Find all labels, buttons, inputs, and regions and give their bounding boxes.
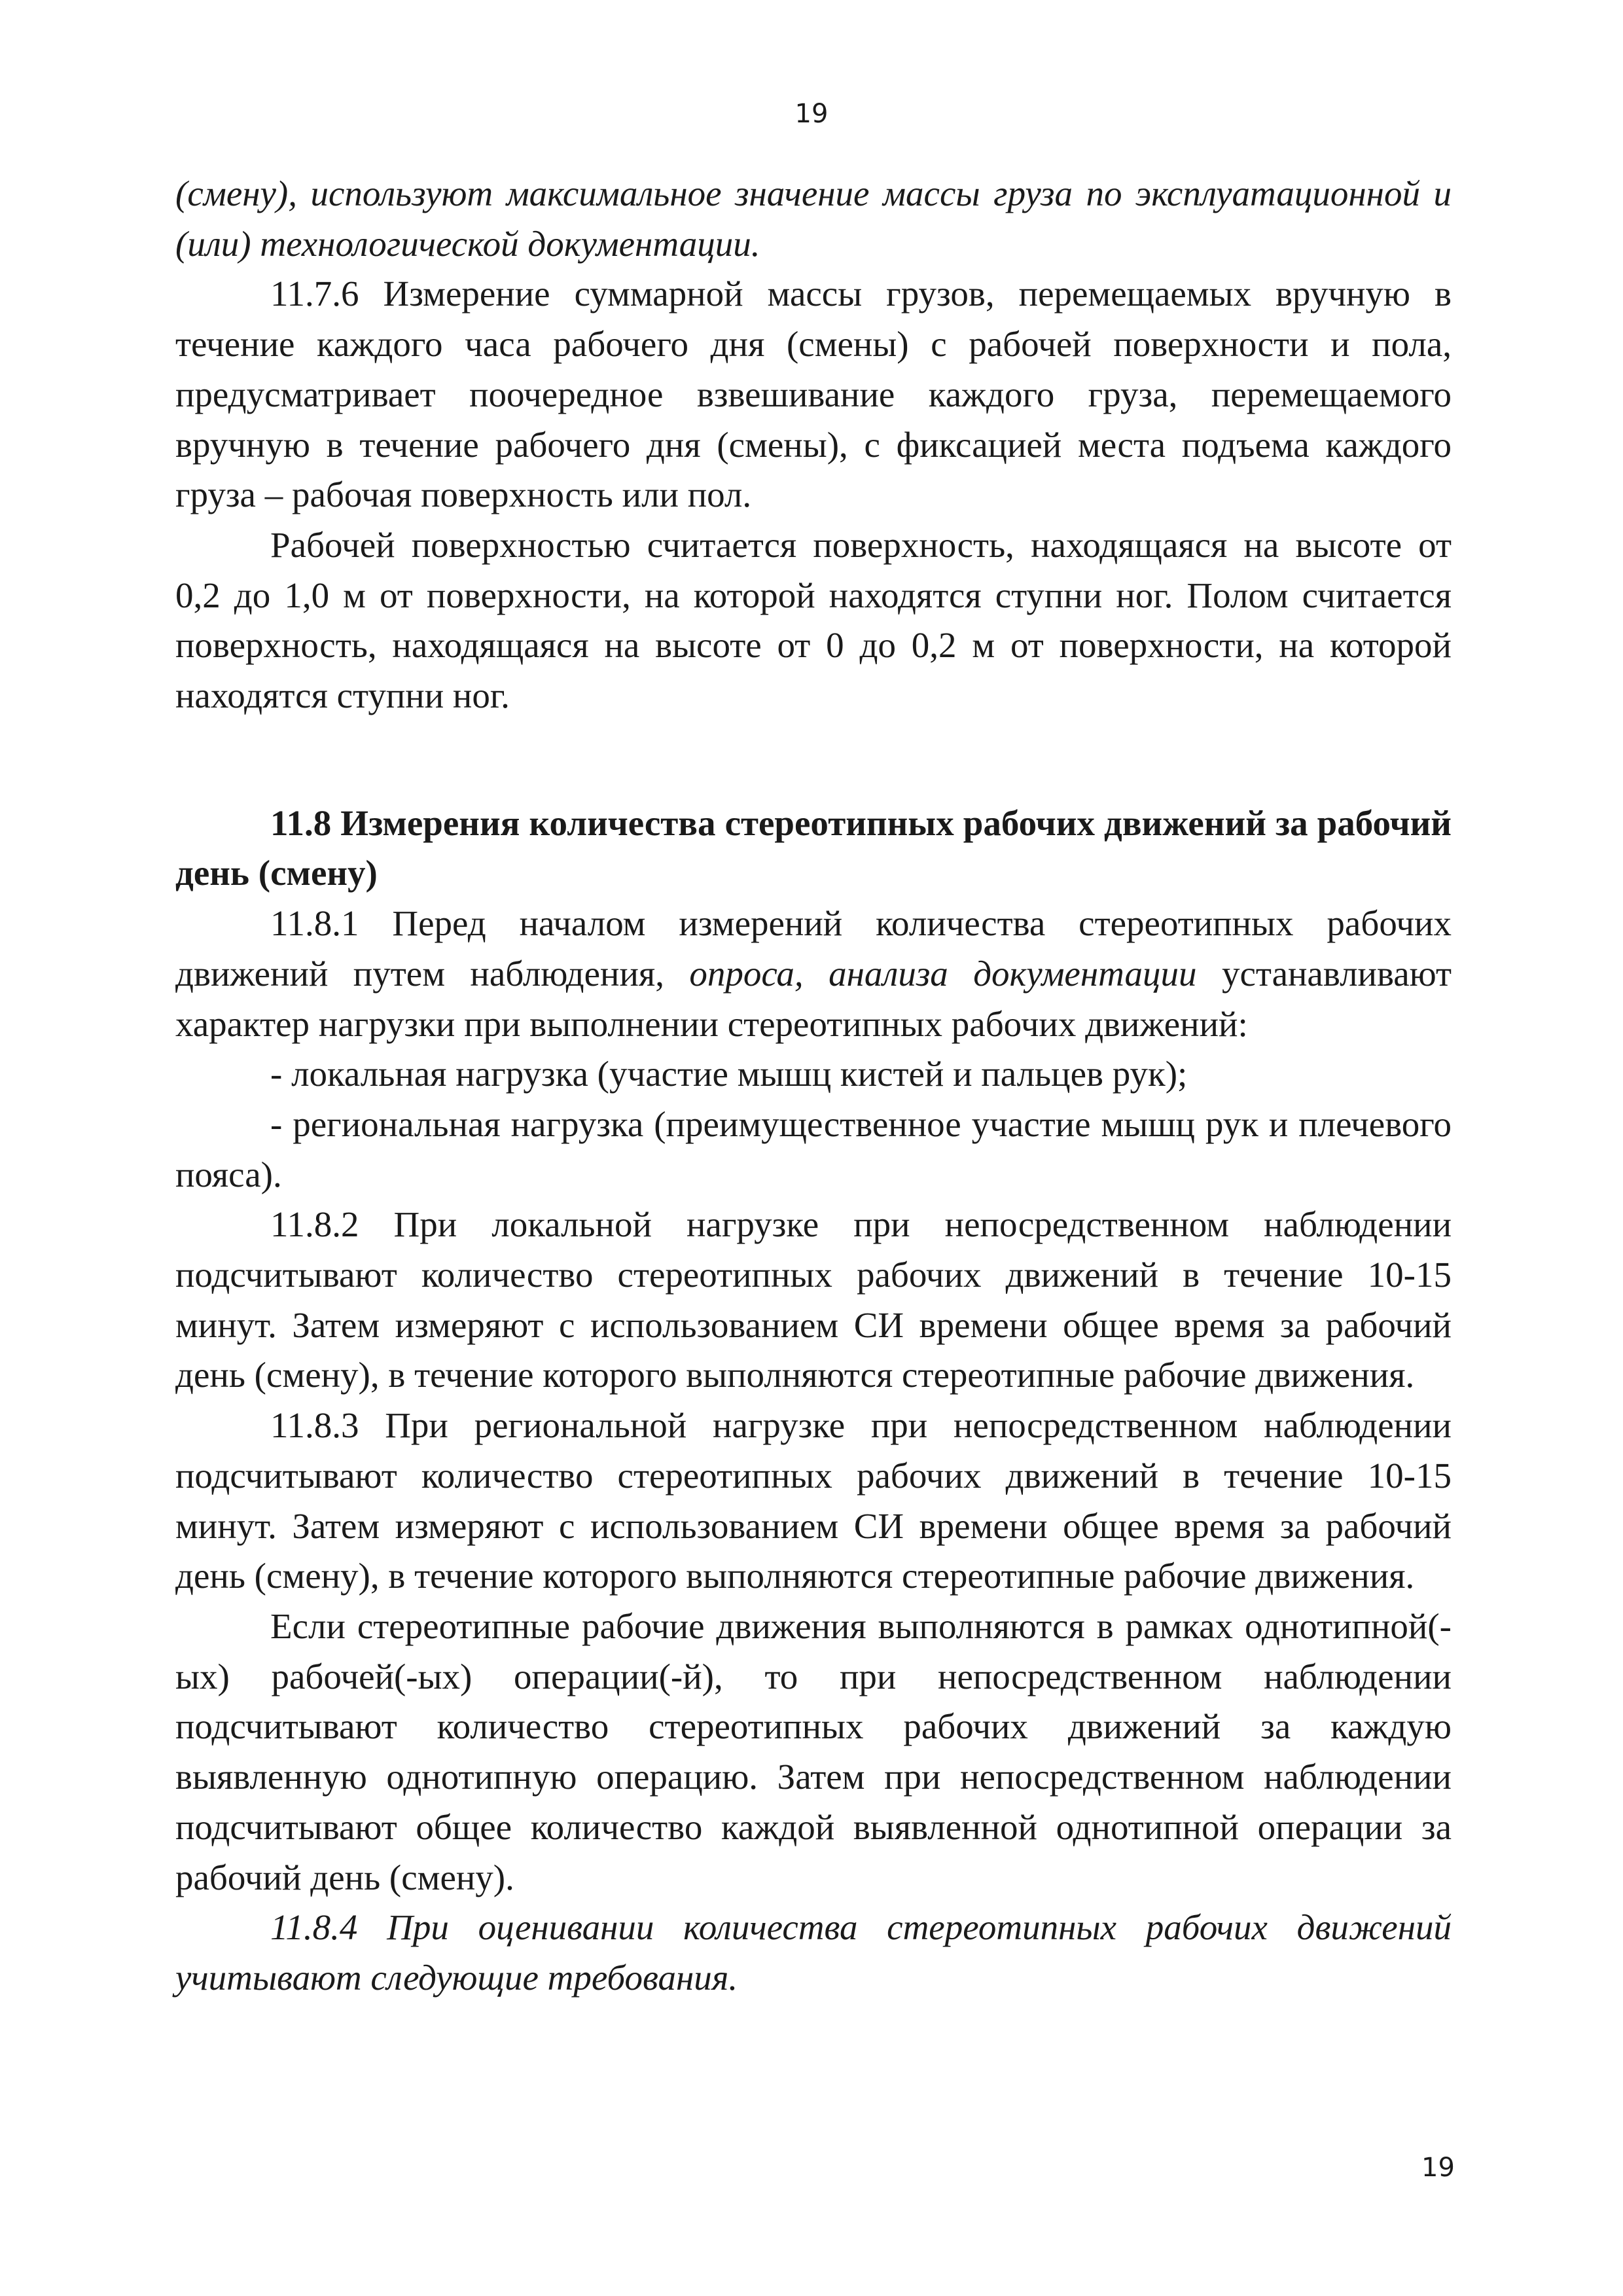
list-item-regional-load: - региональная нагрузка (преимущественное участие мышц рук и плечевого пояса). (175, 1103, 1452, 1194)
list-item-local-load: - локальная нагрузка (участие мышц кистей и пальцев рук); (270, 1054, 1188, 1094)
paragraph-continuation: (смену), используют максимальное значение массы груза по эксплуатационной и (или) технологической документации. (175, 173, 1452, 264)
paragraph-11-8-1-start: 11.8.1 Перед началом измерений количества стереотипных рабочих движений путем наблюдения, (175, 903, 1452, 994)
paragraph-11-7-6: 11.7.6 Измерение суммарной массы грузов, перемещаемых вручную в течение каждого часа рабочего дня (смены) с рабочей поверхности и пола, предусматривает поочередное взвешивание каждого груза, перемещаемого вручную в течение рабочего дня (смены), с фиксацией места подъема каждого груза – рабочая поверхность или пол. (175, 274, 1452, 515)
paragraph-11-8-4: 11.8.4 При оценивании количества стереотипных рабочих движений учитывают следующие требования. (175, 1907, 1452, 1998)
paragraph-11-8-2: 11.8.2 При локальной нагрузке при непосредственном наблюдении подсчитывают количество стереотипных рабочих движений в течение 10-15 минут. Затем измеряют с использованием СИ времени общее время за рабочий день (смену), в течение которого выполняются стереотипные рабочие движения. (175, 1204, 1452, 1395)
paragraph-work-surface-definition: Рабочей поверхностью считается поверхность, находящаяся на высоте от 0,2 до 1,0 м от поверхности, на которой находятся ступни ног. Полом считается поверхность, находящаяся на высоте от 0 до 0,2 м от поверхности, на которой находятся ступни ног. (175, 524, 1452, 716)
page-number-bottom: 19 (1421, 2153, 1455, 2183)
paragraph-11-8-1-end: устанавливают характер нагрузки при выполнении стереотипных рабочих движений: (175, 953, 1452, 1044)
paragraph-11-8-3: 11.8.3 При региональной нагрузке при непосредственном наблюдении подсчитывают количество стереотипных рабочих движений в течение 10-15 минут. Затем измеряют с использованием СИ времени общее время за рабочий день (смену), в течение которого выполняются стереотипные рабочие движения. (175, 1405, 1452, 1596)
document-body (175, 169, 1452, 2003)
page-number-top: 19 (794, 99, 829, 129)
section-heading-11-8: 11.8 Измерения количества стереотипных рабочих движений за рабочий день (смену) (175, 802, 1452, 893)
paragraph-11-8-1-italic: опроса, анализа документации (689, 953, 1197, 994)
paragraph-uniform-operations: Если стереотипные рабочие движения выполняются в рамках однотипной(-ых) рабочей(-ых) операции(-й), то при непосредственном наблюдении подсчитывают количество стереотипных рабочих движений за каждую выявленную однотипную операцию. Затем при непосредственном наблюдении подсчитывают общее количество каждой выявленной однотипной операции за рабочий день (смену). (175, 1605, 1452, 1897)
paragraph-11-8-1 (175, 899, 1452, 1049)
